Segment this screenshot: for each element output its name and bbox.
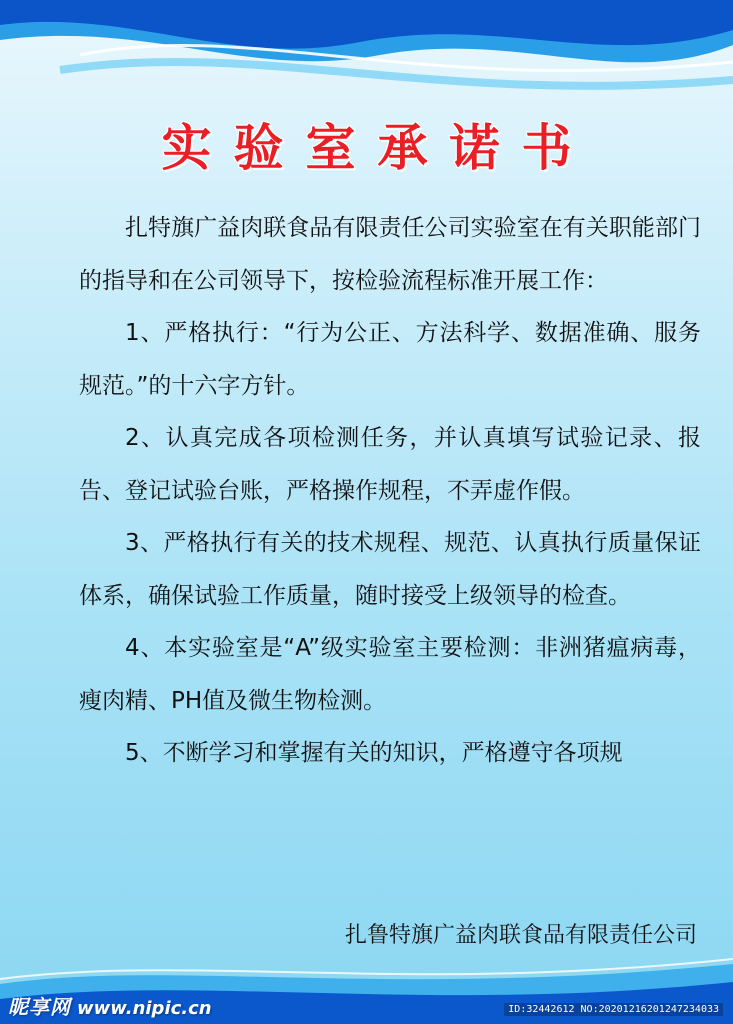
- commitment-item-2: 2、认真完成各项检测任务，并认真填写试验记录、报告、登记试验台账，严格操作规程，不弄虚作假。: [79, 425, 701, 504]
- page-title: 实验室承诺书: [161, 118, 594, 177]
- top-wave-decoration: [0, 0, 733, 110]
- watermark-url: www.nipic.cn: [77, 998, 212, 1019]
- commitment-item-3: 3、严格执行有关的技术规程、规范、认真执行质量保证体系，确保试验工作质量，随时接受上级领导的检查。: [79, 530, 701, 609]
- commitment-body: [79, 202, 701, 780]
- watermark-brand: 昵享网: [8, 995, 71, 1019]
- commitment-item-5: 5、不断学习和掌握有关的知识，严格遵守各项规: [125, 740, 623, 766]
- company-signature: 扎鲁特旗广益肉联食品有限责任公司: [344, 923, 697, 948]
- commitment-item-4: 4、本实验室是“A”级实验室主要检测：非洲猪瘟病毒，瘦肉精、PH值及微生物检测。: [79, 635, 701, 714]
- commitment-item-1: 1、严格执行：“行为公正、方法科学、数据准确、服务规范。”的十六字方针。: [79, 320, 701, 399]
- site-watermark: [8, 991, 212, 1020]
- image-id-label: ID:32442612 NO:20201216201247234033: [504, 1003, 723, 1016]
- intro-paragraph: 扎特旗广益肉联食品有限责任公司实验室在有关职能部门的指导和在公司领导下，按检验流程标准开展工作：: [79, 215, 701, 294]
